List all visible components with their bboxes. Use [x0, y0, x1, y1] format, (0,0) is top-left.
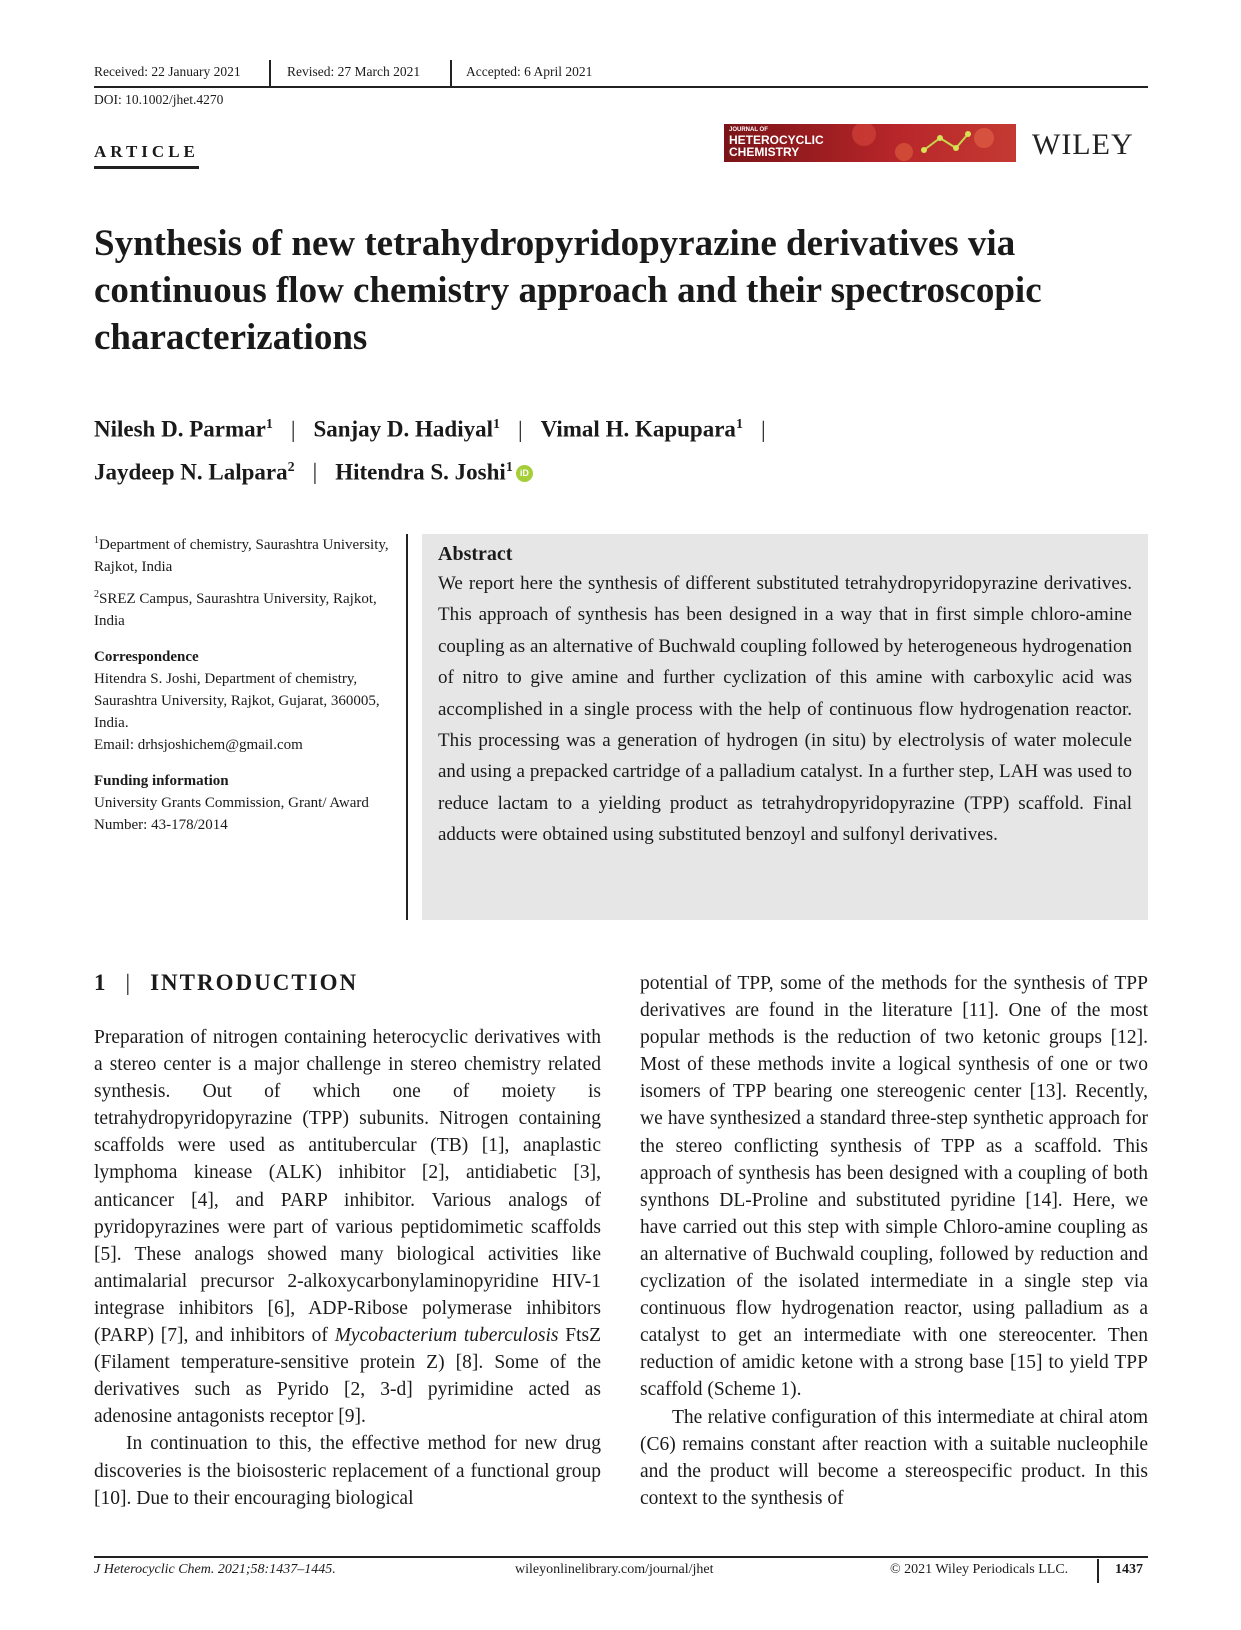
divider	[1097, 1559, 1099, 1583]
correspondence-text: Hitendra S. Joshi, Department of chemistry, Saurashtra University, Rajkot, Gujarat, 360005, India.	[94, 671, 380, 731]
received-date: Received: 22 January 2021	[94, 64, 241, 79]
copyright: © 2021 Wiley Periodicals LLC.	[890, 1562, 1069, 1577]
paper-title: Synthesis of new tetrahydropyridopyrazine derivatives via continuous flow chemistry approach and their spectroscopic characterizations	[94, 223, 1042, 358]
body-paragraph: potential of TPP, some of the methods for the synthesis of TPP derivatives are found in the literature [11]. One of the most popular methods is the reduction of two ketonic groups [12]. Most of these methods invite a logical synthesis of one or two isomers of TPP bearing one stereogenic center [13]. Recently, we have synthesized a standard three-step synthetic approach for the stereo conflicting synthesis of TPP as a scaffold. This approach of synthesis has been designed with a coupling of both synthons DL-Proline and substituted pyridine [14]. Here, we have carried out this step with simple Chloro-amine coupling as an alternative of Buchwald coupling, followed by reduction and cyclization of the isolated intermediate in a single step via continuous flow hydrogenation reactor, using palladium as a catalyst to get an intermediate with one stereocenter. Then reduction of amidic ketone with a strong base [15] to yield TPP scaffold (Scheme 1).	[640, 973, 1148, 1401]
journal-name-line2: HETEROCYCLIC	[729, 133, 824, 147]
author-list: Nilesh D. Parmar$^1$ | Sanjay D. Hadiyal$^1$ | Vimal H. Kapupara$^1$ | Jaydeep N. Lalpara$^2$ | Hitendra S. Joshi$^1$ iD	[94, 416, 766, 485]
affiliation: $^2$SREZ Campus, Saurashtra University, Rajkot, India	[94, 589, 377, 629]
author-name[interactable]: Sanjay D. Hadiyal	[313, 416, 494, 442]
affiliation-marker: 1	[505, 459, 513, 475]
body-paragraph: The relative configuration of this intermediate at chiral atom (C6) remains constant after reaction with a suitable nucleophile and the product will become a stereospecific product. In this context to the synthesis of	[640, 1406, 1148, 1509]
divider	[269, 60, 271, 86]
journal-citation: J Heterocyclic Chem. 2021;58:1437–1445.	[94, 1562, 336, 1577]
author-name[interactable]: Jaydeep N. Lalpara	[94, 459, 288, 485]
publisher-logo[interactable]: WILEY	[1032, 128, 1134, 161]
footer-rule	[94, 1556, 1148, 1558]
body-column-right	[640, 970, 1148, 1512]
accepted-date: Accepted: 6 April 2021	[466, 64, 593, 79]
article-info	[94, 530, 394, 836]
abstract-text: We report here the synthesis of different substituted tetrahydropyridopyrazine derivatives. This approach of synthesis has been designed in a way that in first simple chloro-amine coupling as an alternative of Buchwald coupling followed by heterogeneous hydrogenation of nitro to give amine and further cyclization of this amine with carboxylic acid was accomplished in a single process with the help of continuous flow hydrogenation reactor. This processing was a generation of hydrogen (in situ) by electrolysis of water molecule and using a prepacked cartridge of a palladium catalyst. In a further step, LAH was used to reduce lactam to a yielding product as tetrahydropyridopyrazine (TPP) scaffold. Final adducts were obtained using substituted benzoyl and sulfonyl derivatives.	[438, 573, 1132, 846]
orcid-icon[interactable]: iD	[516, 465, 533, 482]
correspondence-heading: Correspondence	[94, 649, 199, 665]
revised-date: Revised: 27 March 2021	[287, 64, 421, 79]
correspondence-email[interactable]: Email: drhsjoshichem@gmail.com	[94, 737, 303, 753]
abstract-heading: Abstract	[438, 543, 513, 565]
molecule-graphic-icon	[844, 124, 1016, 162]
section-heading: 1 | INTRODUCTION	[94, 970, 359, 995]
funding-text: University Grants Commission, Grant/ Award Number: 43-178/2014	[94, 795, 369, 833]
affiliation-marker: 1	[493, 417, 501, 432]
funding-heading: Funding information	[94, 773, 229, 789]
journal-logo[interactable]	[724, 124, 1016, 162]
history-dates	[94, 60, 1148, 88]
affiliation-marker: 1	[265, 417, 273, 432]
intro-paragraph: In continuation to this, the effective method for new drug discoveries is the bioisosteric replacement of a functional group [10]. Due to their encouraging biological	[94, 1433, 601, 1509]
intro-paragraph: Preparation of nitrogen containing heterocyclic derivatives with a stereo center is a major challenge in stereo chemistry related synthesis. Out of which one of moiety is tetrahydropyridopyrazine (TPP) subunits. Nitrogen containing scaffolds were used as antitubercular (TB) [1], anaplastic lymphoma kinease (ALK) inhibitor [2], antidiabetic [3], anticancer [4], and PARP inhibitor. Various analogs of pyridopyrazines were part of various peptidomimetic scaffolds [5]. These analogs showed many biological activities like antimalarial precursor 2-alkoxycarbonylaminopyridine HIV-1 integrase inhibitors [6], ADP-Ribose polymerase inhibitors (PARP) [7], and inhibitors of Mycobacterium tuberculosis FtsZ (Filament temperature-sensitive protein Z) [8]. Some of the derivatives such as Pyrido [2, 3-d] pyrimidine acted as adenosine antagonists receptor [9].	[94, 1027, 602, 1428]
affiliation-marker: 2	[287, 459, 295, 475]
journal-name-line3: CHEMISTRY	[729, 145, 800, 159]
journal-name-line1: JOURNAL OF	[729, 127, 768, 133]
article-type-label: ARTICLE	[94, 142, 199, 169]
page-number: 1437	[1115, 1562, 1143, 1577]
journal-url[interactable]: wileyonlinelibrary.com/journal/jhet	[515, 1562, 714, 1577]
divider	[406, 534, 408, 920]
divider	[450, 60, 452, 86]
section-title: INTRODUCTION	[150, 970, 359, 995]
author-name[interactable]: Nilesh D. Parmar	[94, 416, 266, 442]
author-name[interactable]: Hitendra S. Joshi	[335, 459, 506, 485]
affiliation-marker: 1	[735, 417, 743, 432]
abstract-box	[422, 534, 1148, 920]
section-number: 1	[94, 970, 108, 995]
affiliation: $^1$Department of chemistry, Saurashtra University, Rajkot, India	[94, 535, 389, 575]
body-column-left	[94, 1024, 601, 1512]
author-name[interactable]: Vimal H. Kapupara	[540, 416, 736, 442]
doi[interactable]: DOI: 10.1002/jhet.4270	[94, 92, 224, 107]
